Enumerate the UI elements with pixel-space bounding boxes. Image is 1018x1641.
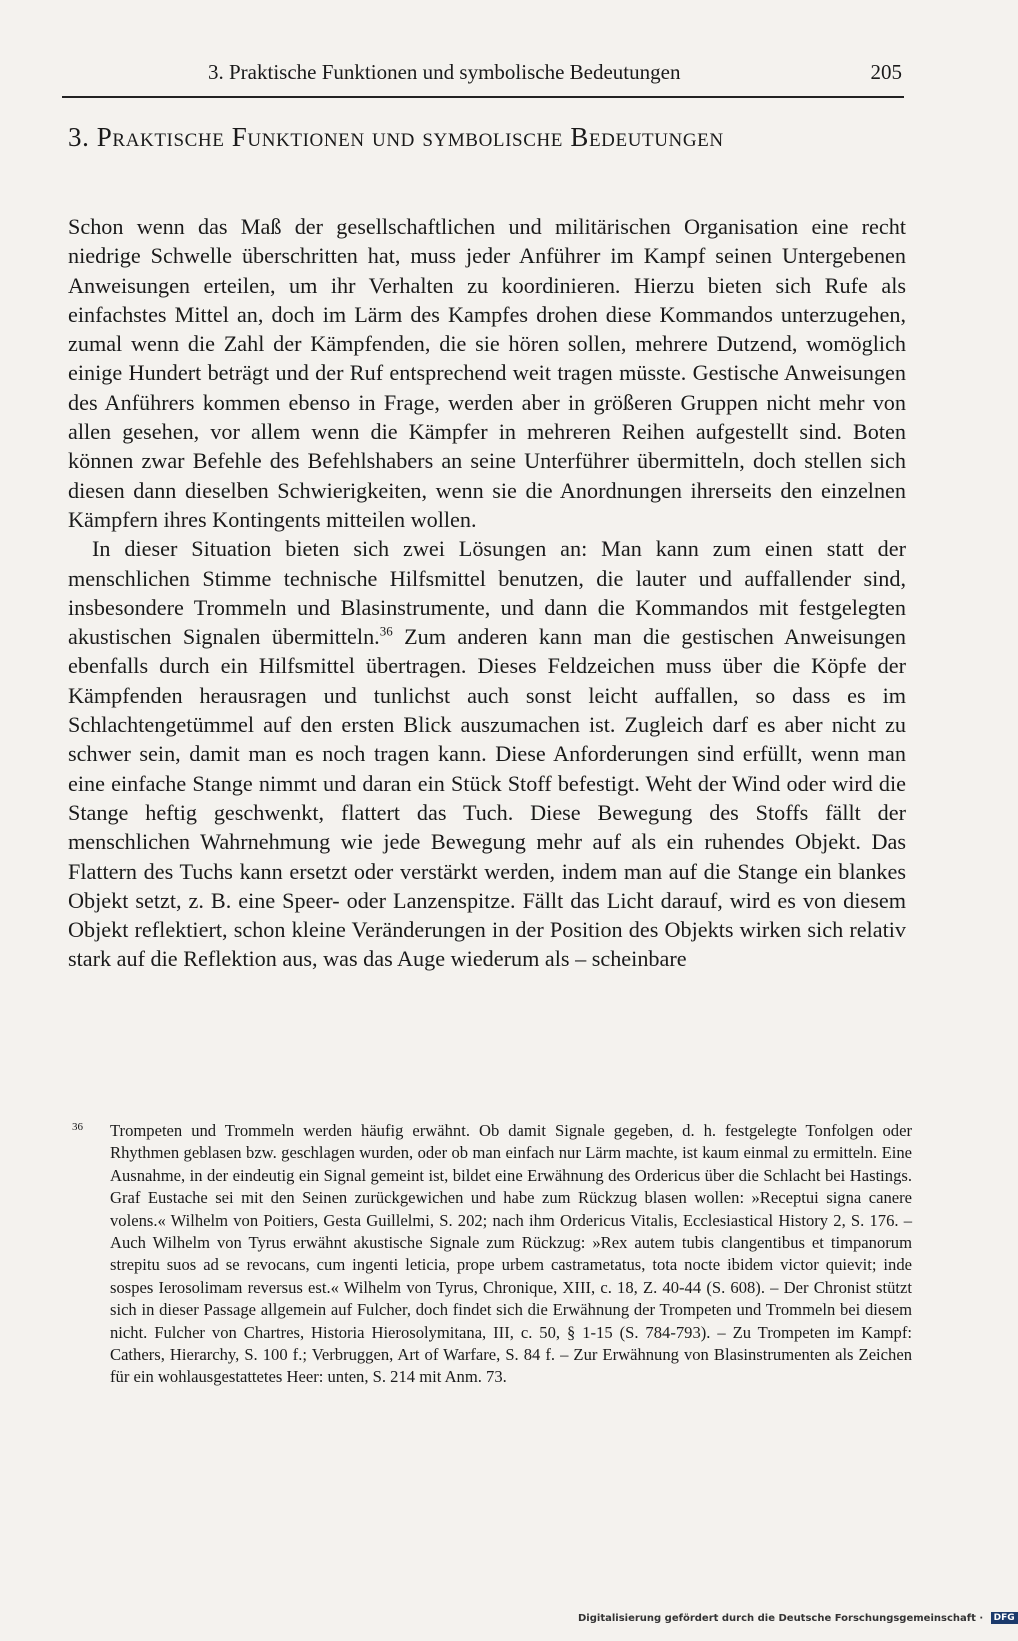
page-number: 205 (870, 60, 902, 84)
footnote-number: 36 (72, 1121, 83, 1133)
paragraph-2-text-start: In dieser Situation bieten sich zwei Lösungen an: Man kann zum einen statt der menschlichen Stimme technische Hilfsmittel benutzen, die lauter und auffallender sind, insbesondere Trommeln und Blasinstrumente, und dann die Kommandos mit festgelegten akustischen Signalen übermitteln. (68, 536, 906, 650)
digitization-note: Digitalisierung gefördert durch die Deutsche Forschungsgemeinschaft · (578, 1613, 984, 1624)
footnote-text: Trompeten und Trommeln werden häufig erwähnt. Ob damit Signale gegeben, d. h. festgelegte Tonfolgen oder Rhythmen geblasen bzw. geschlagen wurden, oder ob man einfach nur Lärm machte, ist kaum einmal zu ermitteln. Eine Ausnahme, in der eindeutig ein Signal gemeint ist, bildet eine Erwähnung des Ordericus über die Schlacht bei Hastings. Graf Eustache sei mit den Seinen zurückgewichen und habe zum Rückzug blasen wollen: »Receptui signa canere volens.« Wilhelm von Poitiers, Gesta Guillelmi, S. 202; nach ihm Ordericus Vitalis, Ecclesiastical History 2, S. 176. – Auch Wilhelm von Tyrus erwähnt akustische Signale zum Rückzug: »Rex autem tubis clangentibus et timpanorum strepitu suos ad se revocans, cum ingenti leticia, prope urbem castrametatus, tota nocte ibidem victor quievit; inde sospes Ierosolimam reversus est.« Wilhelm von Tyrus, Chronique, XIII, c. 18, Z. 40-44 (S. 608). – Der Chronist stützt sich in dieser Passage allgemein auf Fulcher, doch findet sich die Erwähnung der Trompeten und Trommeln bei diesem nicht. Fulcher von Chartres, Historia Hierosolymitana, III, c. 50, § 1-15 (S. 784-793). – Zu Trompeten im Kampf: Cathers, Hierarchy, S. 100 f.; Verbruggen, Art of Warfare, S. 84 f. – Zur Erwähnung von Blasinstrumenten als Zeichen für ein wohlausgestattetes Heer: unten, S. 214 mit Anm. 73. (110, 1121, 912, 1387)
paragraph-1-text: Schon wenn das Maß der gesellschaftlichen und militärischen Organisation eine recht niedrige Schwelle überschritten hat, muss jeder Anführer im Kampf seinen Untergebenen Anweisungen erteilen, um ihr Verhalten zu koordinieren. Hierzu bieten sich Rufe als einfachstes Mittel an, doch im Lärm des Kampfes drohen diese Kommandos unterzugehen, zumal wenn die Zahl der Kämpfenden, die sie hören sollen, mehrere Dutzend, womöglich einige Hundert beträgt und der Ruf entsprechend weit tragen müsste. Gestische Anweisungen des Anführers kommen ebenso in Frage, werden aber in größeren Gruppen nicht mehr von allen gesehen, vor allem wenn die Kämpfer in mehreren Reihen aufgestellt sind. Boten können zwar Befehle des Befehlshabers an seine Unterführer übermitteln, doch stellen sich diesen dann dieselben Schwierigkeiten, wenn sie die Anordnungen ihrerseits den einzelnen Kämpfern ihres Kontingents mitteilen wollen. (68, 214, 906, 532)
body-text (68, 212, 906, 974)
running-title: 3. Praktische Funktionen und symbolische Bedeutungen (208, 60, 681, 84)
footnote-36 (62, 1120, 912, 1389)
running-header (62, 56, 904, 98)
paragraph-1 (68, 212, 906, 534)
dfg-logo: DFG (991, 1612, 1018, 1624)
chapter-heading: 3. Praktische Funktionen und symbolische Bedeutungen (68, 122, 724, 152)
digitization-footer (578, 1612, 1018, 1624)
footnotes-section (62, 1120, 912, 1389)
paragraph-2-text-end: Zum anderen kann man die gestischen Anweisungen ebenfalls durch ein Hilfsmittel übertragen. Dieses Feldzeichen muss über die Köpfe der Kämpfenden herausragen und tunlichst auch sonst leicht auffallen, so dass es im Schlachtengetümmel auf den ersten Blick auszumachen ist. Zugleich darf es aber nicht zu schwer sein, damit man es noch tragen kann. Diese Anforderungen sind erfüllt, wenn man eine einfache Stange nimmt und daran ein Stück Stoff befestigt. Weht der Wind oder wird die Stange heftig geschwenkt, flattert das Tuch. Diese Bewegung des Stoffs fällt der menschlichen Wahrnehmung wie jede Bewegung mehr auf als ein ruhendes Objekt. Das Flattern des Tuchs kann ersetzt oder verstärkt werden, indem man auf die Stange ein blankes Objekt setzt, z. B. eine Speer- oder Lanzenspitze. Fällt das Licht darauf, wird es von diesem Objekt reflektiert, schon kleine Veränderungen in der Position des Objekts wirken sich relativ stark auf die Reflektion aus, was das Auge wiederum als – scheinbare (68, 624, 906, 972)
paragraph-2 (68, 534, 906, 973)
footnote-reference-36[interactable]: 36 (379, 623, 393, 639)
